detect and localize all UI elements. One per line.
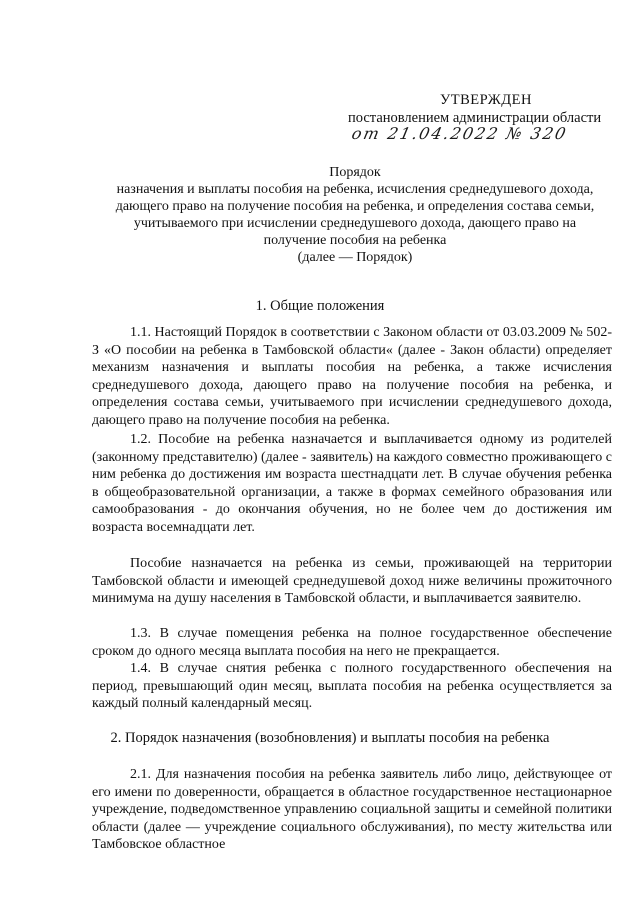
paragraph-1-3: 1.3. В случае помещения ребенка на полное государственное обеспечение сроком до одного месяца выплата пособия на него не прекращается. [92,626,612,659]
paragraph-1-4: 1.4. В случае снятия ребенка с полного государственного обеспечения на период, превышающий один месяц, выплата пособия на ребенка осуществляется за каждый полный календарный месяц. [92,661,612,711]
heading-line: дающего право на получение пособия на ребенка, и определения состава семьи, [115,199,595,214]
paragraph-1-2: 1.2. Пособие на ребенка назначается и выплачивается одному из родителей (законному представителю) (далее - заявитель) на каждого совместно проживающего с ним ребенка до достижения им возраста шестнадцати лет. В случае обучения ребенка в общеобразовательной организации, а также в формах семейного образования или самообразования - до окончания обучения, но не более чем до достижения им возраста восемнадцати лет. [92,432,612,535]
paragraph-1-2-cont: Пособие назначается на ребенка из семьи, проживающей на территории Тамбовской области и имеющей среднедушевой доход ниже величины прожиточного минимума на душу населения в Тамбовской области, и выплачивается заявителю. [92,556,612,606]
heading-line: (далее — Порядок) [297,250,413,265]
approval-authority: постановлением администрации области [348,110,602,126]
approval-title: УТВЕРЖДЕН [440,92,532,108]
heading-line: учитываемого при исчислении среднедушевого дохода, дающего право на [133,216,577,231]
paragraph-2-1: 2.1. Для назначения пособия на ребенка заявитель либо лицо, действующее от его имени по доверенности, обращается в областное государственное нестационарное учреждение, подведомственное управлению социальной защиты и семейной политики области (далее — учреждение социального обслуживания), по месту жительства или Тамбовское областное [92,767,612,852]
heading-line: получение пособия на ребенка [263,233,447,248]
paragraph-1-1: 1.1. Настоящий Порядок в соответствии с Законом области от 03.03.2009 № 502-З «О пособии на ребенка в Тамбовской области« (далее - Закон области) определяет механизм назначения и выплаты пособия на ребенка, а также исчисления среднедушевого дохода, дающего право на получение пособия на ребенка, и определения состава семьи, учитываемого при исчислении среднедушевого дохода, дающего право на получение пособия на ребенка. [92,325,612,428]
heading-line: назначения и выплаты пособия на ребенка, исчисления среднедушевого дохода, [116,182,594,197]
heading-line: Порядок [329,165,381,180]
document-heading [70,164,640,266]
section-2-title: 2. Порядок назначения (возобновления) и выплаты пособия на ребенка [110,730,550,746]
handwritten-date-number: от 21.04.2022 № 320 [349,124,570,143]
section-1-title: 1. Общие положения [255,298,385,314]
